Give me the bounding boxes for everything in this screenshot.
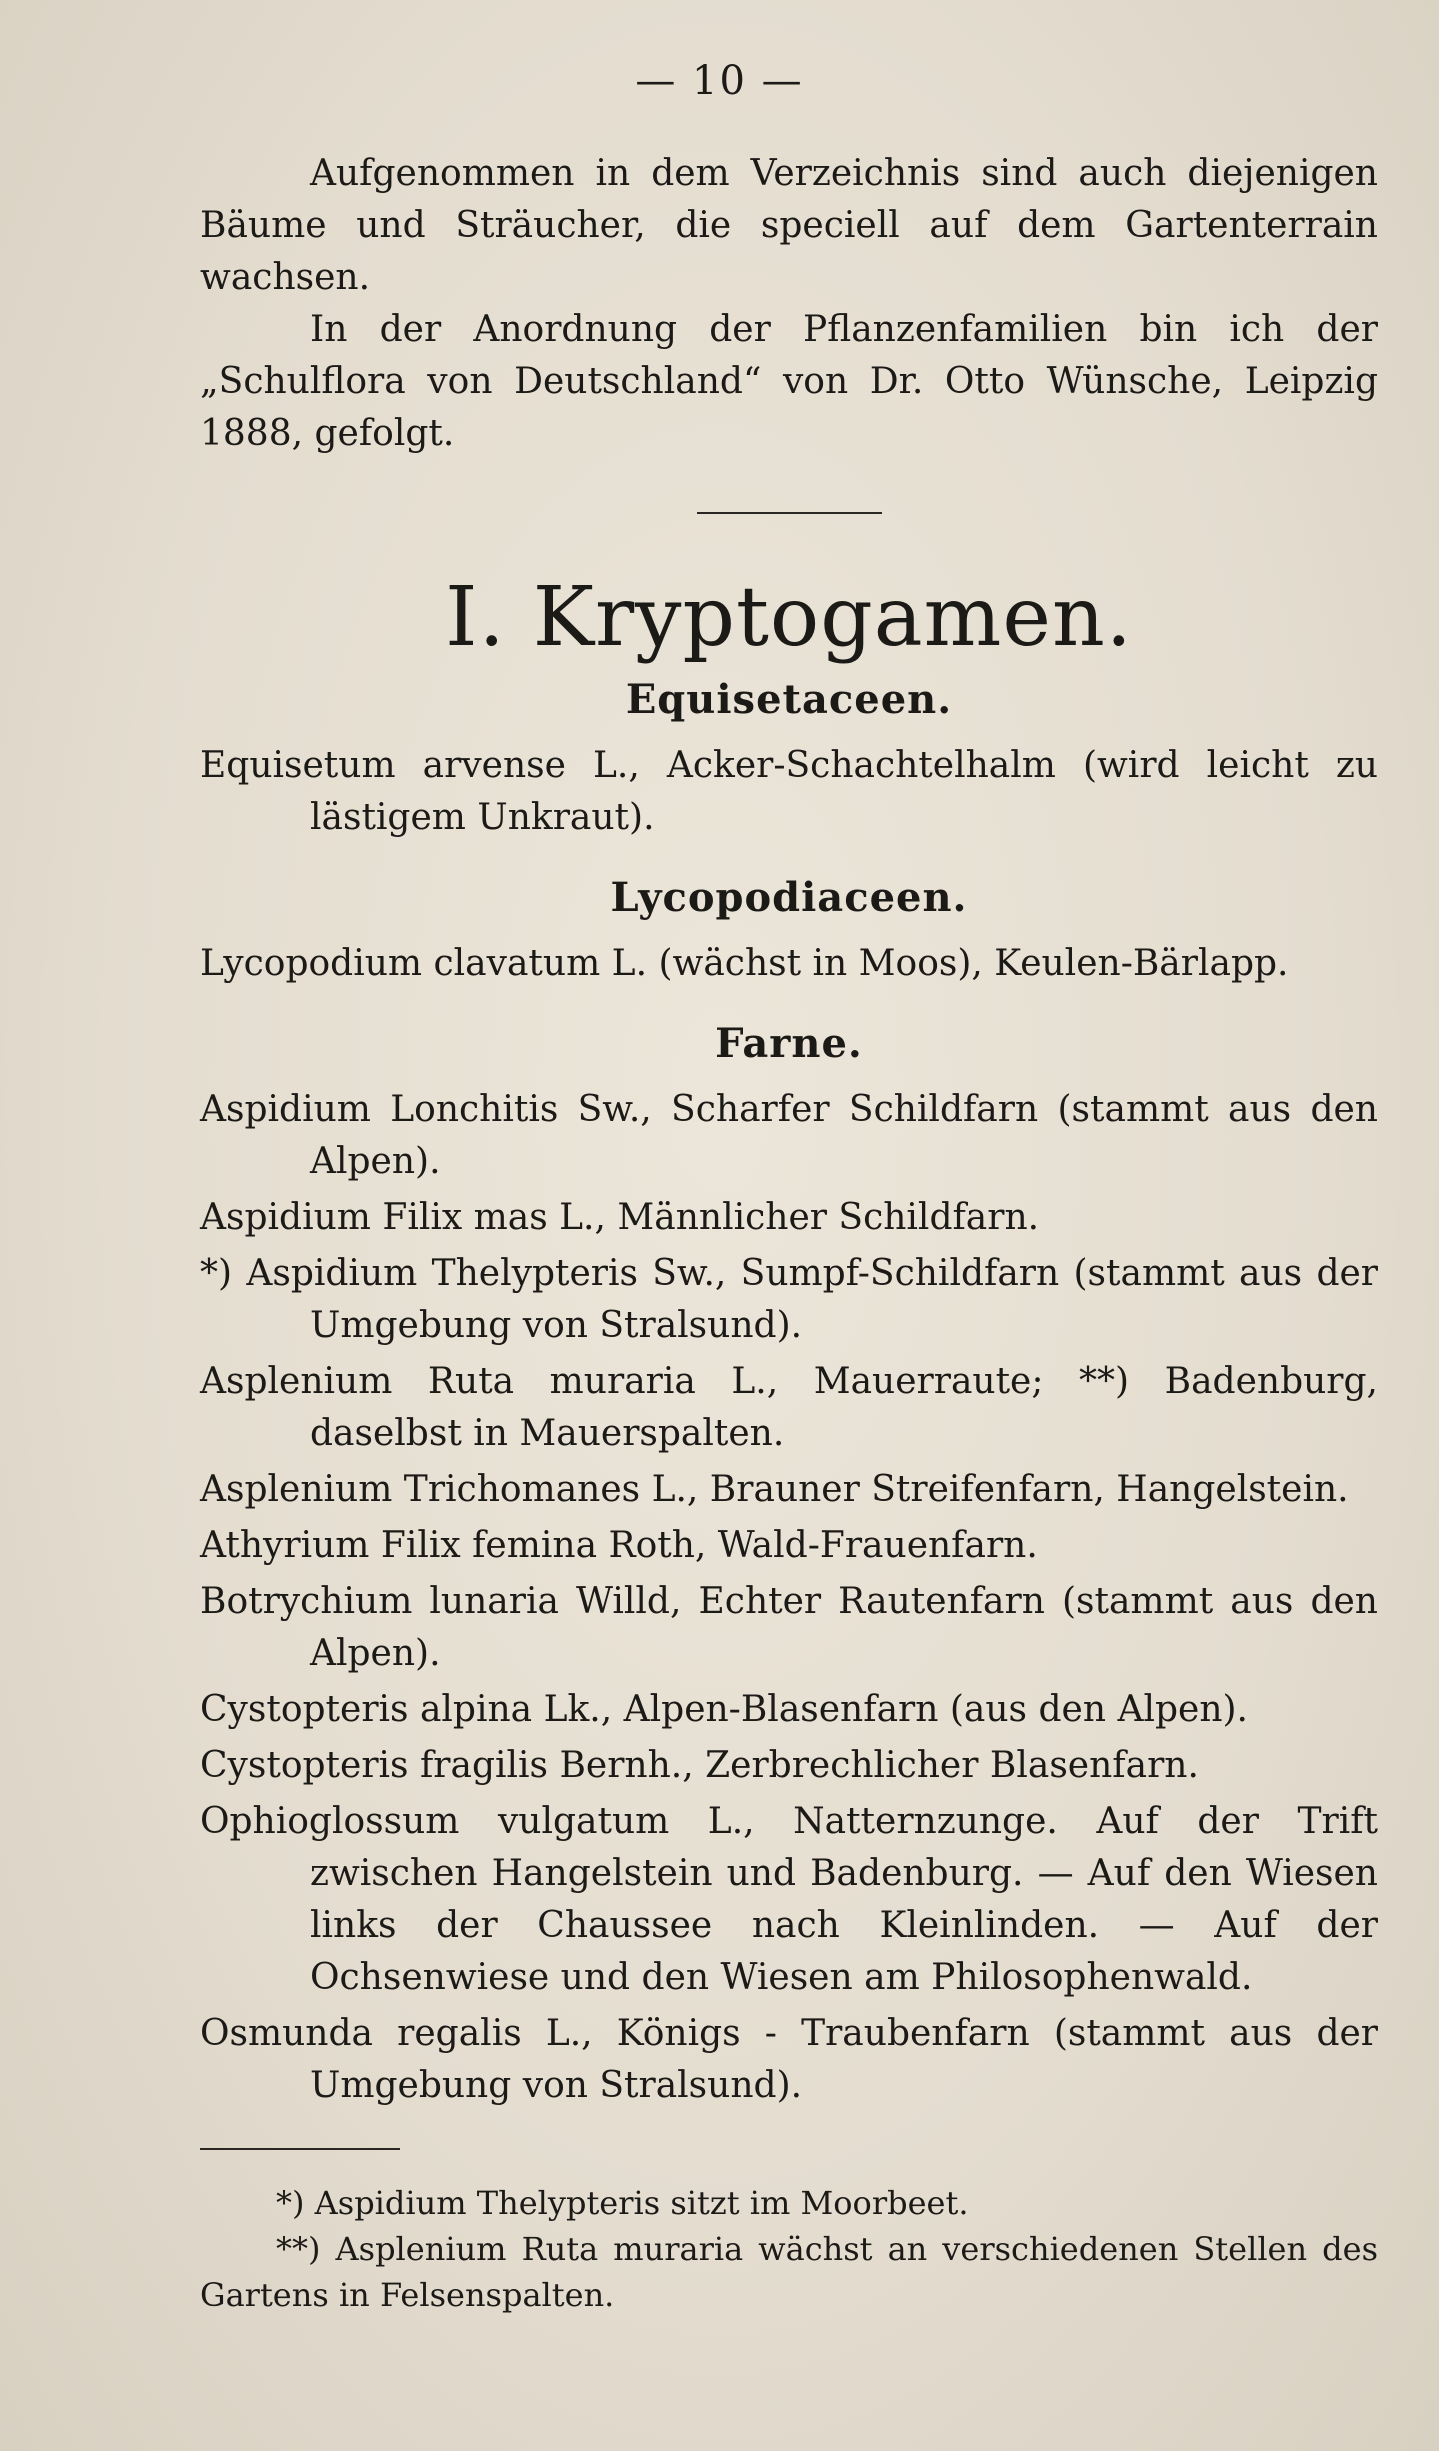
- species-entry: Equisetum arvense L., Acker-Schachtelhalm (wird leicht zu lästigem Unkraut).: [200, 745, 1378, 838]
- intro-paragraph: Aufgenommen in dem Verzeichnis sind auch diejenigen Bäume und Sträucher, die speciell auf dem Gartenterrain wachsen.: [200, 153, 1378, 298]
- species-entry: Botrychium lunaria Willd, Echter Rautenfarn (stammt aus den Alpen).: [200, 1581, 1378, 1674]
- species-entry: Aspidium Filix mas L., Männlicher Schildfarn.: [200, 1197, 1040, 1238]
- species-entry: Asplenium Trichomanes L., Brauner Streifenfarn, Hangelstein.: [200, 1469, 1349, 1510]
- species-entry: Cystopteris alpina Lk., Alpen-Blasenfarn (aus den Alpen).: [200, 1689, 1248, 1730]
- species-entry: Ophioglossum vulgatum L., Natternzunge. Auf der Trift zwischen Hangelstein und Badenburg. — Auf den Wiesen links der Chaussee nach Kleinlinden. — Auf der Ochsenwiese und den Wiesen am Philosophenwald.: [200, 1801, 1378, 1998]
- species-entry: Athyrium Filix femina Roth, Wald-Frauenfarn.: [200, 1525, 1038, 1566]
- footnote: **) Asplenium Ruta muraria wächst an verschiedenen Stellen des Gartens in Felsenspalten.: [200, 2230, 1378, 2314]
- species-entry: Cystopteris fragilis Bernh., Zerbrechlicher Blasenfarn.: [200, 1745, 1199, 1786]
- footnote-divider: [200, 2148, 400, 2150]
- family-heading-lycopodiaceen: Lycopodiaceen.: [610, 874, 968, 921]
- family-heading-equisetaceen: Equisetaceen.: [625, 676, 953, 723]
- page-number: — 10 —: [635, 58, 804, 104]
- family-heading-farne: Farne.: [715, 1020, 863, 1067]
- main-heading: I. Kryptogamen.: [445, 570, 1133, 665]
- species-entry: Osmunda regalis L., Königs - Traubenfarn (stammt aus der Umgebung von Stralsund).: [200, 2013, 1378, 2106]
- species-entry: *) Aspidium Thelypteris Sw., Sumpf-Schildfarn (stammt aus der Umgebung von Stralsund).: [200, 1253, 1378, 1346]
- section-divider: [697, 512, 882, 514]
- species-entry: Aspidium Lonchitis Sw., Scharfer Schildfarn (stammt aus den Alpen).: [200, 1089, 1378, 1182]
- page-content: [200, 148, 1378, 2318]
- species-entry: Asplenium Ruta muraria L., Mauerraute; **) Badenburg, daselbst in Mauerspalten.: [200, 1361, 1378, 1454]
- footnote: *) Aspidium Thelypteris sitzt im Moorbeet.: [276, 2184, 969, 2222]
- intro-paragraph: In der Anordnung der Pflanzenfamilien bin ich der „Schulflora von Deutschland“ von Dr. Otto Wünsche, Leipzig 1888, gefolgt.: [200, 309, 1378, 454]
- species-entry: Lycopodium clavatum L. (wächst in Moos), Keulen-Bärlapp.: [200, 943, 1289, 984]
